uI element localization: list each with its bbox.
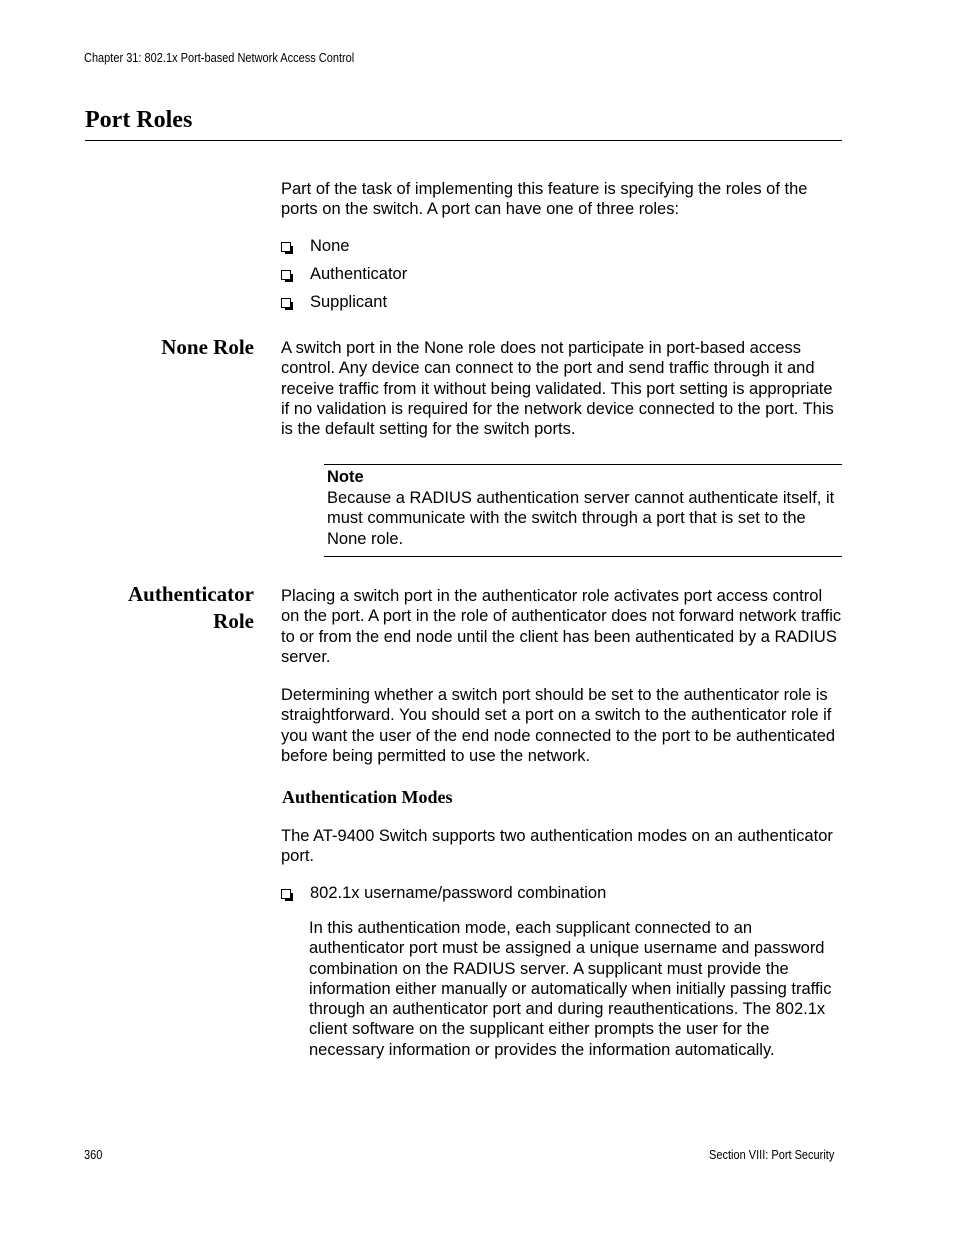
- authenticator-paragraph-1: Placing a switch port in the authenticator role activates port access control on the port. A port in the role of authenticator does not forward network traffic to or from the end node until the client has been authenticated by a RADIUS server.: [281, 587, 842, 666]
- note-top-rule: [324, 464, 842, 465]
- note-label: Note: [327, 468, 364, 486]
- list-item: [281, 236, 407, 264]
- page-title: Port Roles: [85, 107, 193, 133]
- authenticator-role-heading: [54, 581, 254, 635]
- authenticator-paragraph-2: Determining whether a switch port should be set to the authenticator role is straightforward. You should set a port on a switch to the authenticator role if you want the user of the end node connected to the port to be authenticated before being permitted to use the network.: [281, 686, 836, 765]
- checkbox-bullet-icon: [281, 242, 291, 252]
- heading-line: Authenticator: [128, 582, 254, 606]
- checkbox-bullet-icon: [281, 298, 291, 308]
- section-footer: Section VIII: Port Security: [709, 1148, 835, 1162]
- list-item: [281, 264, 407, 292]
- page-number: 360: [84, 1148, 103, 1162]
- intro-paragraph: Part of the task of implementing this feature is specifying the roles of the ports on the switch. A port can have one of three roles:: [281, 180, 808, 219]
- role-list: [281, 236, 407, 320]
- note-text: Because a RADIUS authentication server cannot authenticate itself, it must communicate with the switch through a port that is set to the None role.: [327, 489, 835, 548]
- list-item-label: Supplicant: [310, 293, 388, 311]
- list-item: [281, 292, 407, 320]
- mode-description: In this authentication mode, each supplicant connected to an authenticator port must be assigned a unique username and password combination on the RADIUS server. A supplicant must provide the information either manually or automatically when initially passing traffic through an authenticator port and during reauthentications. The 802.1x client software on the supplicant either prompts the user for the necessary information or provides the information automatically.: [309, 919, 832, 1059]
- note-bottom-rule: [324, 556, 842, 557]
- list-item: [281, 883, 606, 903]
- authentication-modes-heading: Authentication Modes: [282, 787, 453, 807]
- authentication-modes-paragraph: The AT-9400 Switch supports two authentication modes on an authenticator port.: [281, 827, 833, 866]
- mode-list: [281, 883, 606, 903]
- list-item-label: Authenticator: [310, 265, 408, 283]
- running-header: Chapter 31: 802.1x Port-based Network Access Control: [84, 51, 355, 65]
- heading-line: Role: [213, 609, 254, 633]
- list-item-label: None: [310, 237, 350, 255]
- title-rule: [85, 140, 842, 141]
- none-role-paragraph: A switch port in the None role does not participate in port-based access control. Any device can connect to the port and send traffic through it and receive traffic from it without being validated. This port setting is appropriate if no validation is required for the network device connected to the port. This is the default setting for the switch ports.: [281, 339, 834, 439]
- checkbox-bullet-icon: [281, 889, 291, 899]
- none-role-heading: None Role: [161, 335, 254, 359]
- list-item-label: 802.1x username/password combination: [310, 884, 607, 902]
- checkbox-bullet-icon: [281, 270, 291, 280]
